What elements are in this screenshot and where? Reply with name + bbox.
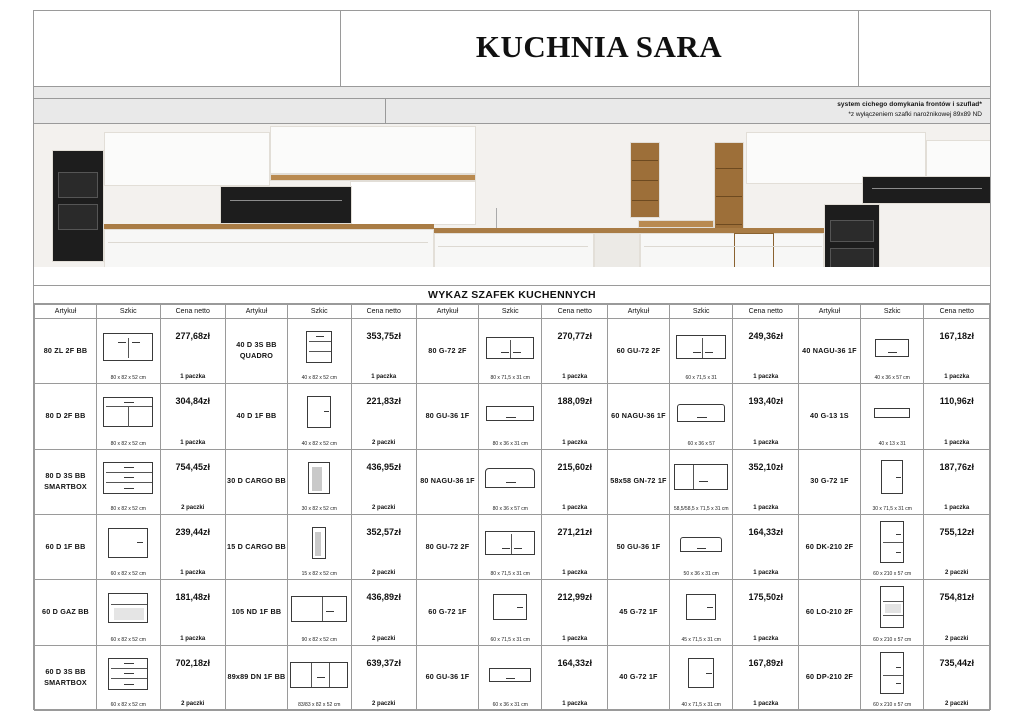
- cell-price: [542, 449, 607, 514]
- pack-count: 1 paczka: [180, 374, 206, 381]
- cell-sketch: [96, 580, 160, 645]
- cell-price: [351, 645, 416, 710]
- pack-count: 1 paczka: [753, 701, 779, 707]
- pack-count: 2 paczki: [372, 635, 396, 642]
- cell-article: 45 G-72 1F: [607, 580, 669, 645]
- cell-sketch: [287, 645, 351, 710]
- cell-sketch: [860, 580, 924, 645]
- price-value: 353,75zł: [366, 331, 401, 341]
- cell-article: 58x58 GN-72 1F: [607, 449, 669, 514]
- pack-count: 1 paczka: [753, 374, 779, 381]
- cell-article: 60 GU-72 2F: [607, 319, 669, 384]
- cabinet-dimensions: 90 x 82 x 52 cm: [301, 636, 337, 643]
- pack-count: 1 paczka: [180, 570, 206, 577]
- pack-count: 1 paczka: [562, 504, 588, 511]
- cabinet-icon-hood-cab: [677, 404, 725, 422]
- cell-sketch: [860, 449, 924, 514]
- photo-base-line-2: [438, 246, 588, 247]
- cell-price: [924, 514, 990, 579]
- photo-oven-1: [58, 172, 98, 198]
- cell-price: [924, 384, 990, 449]
- cell-price: [733, 319, 798, 384]
- cell-article: 60 DK-210 2F: [798, 514, 860, 579]
- cabinet-icon-cargo-15: [312, 527, 326, 559]
- cabinet-dimensions: 45 x 71,5 x 31 cm: [681, 636, 721, 643]
- cabinet-dimensions: 80 x 82 x 52 cm: [110, 375, 146, 382]
- photo-shelf-line-3: [632, 200, 658, 201]
- cabinet-dimensions: 80 x 82 x 52 cm: [110, 440, 146, 447]
- cell-sketch: [287, 449, 351, 514]
- price-value: 271,21zł: [557, 526, 592, 537]
- cell-price: [924, 449, 990, 514]
- section-title: WYKAZ SZAFEK KUCHENNYCH: [34, 286, 990, 304]
- cell-article: 60 LO-210 2F: [798, 580, 860, 645]
- cabinet-dimensions: 60 x 82 x 52 cm: [110, 636, 146, 643]
- photo-right-hood-line: [872, 188, 982, 189]
- cell-sketch: [96, 514, 160, 579]
- price-value: 212,99zł: [557, 592, 592, 603]
- pack-count: 2 paczki: [945, 701, 969, 707]
- catalog-table-wrapper: [34, 304, 990, 711]
- cell-article: 50 GU-36 1F: [607, 514, 669, 579]
- cabinet-dimensions: 60 x 71,5 x 31 cm: [490, 636, 530, 643]
- table-row: [35, 384, 990, 449]
- cabinet-dimensions: 60 x 82 x 52 cm: [110, 702, 146, 708]
- header-note-left: [34, 99, 386, 123]
- cabinet-dimensions: 40 x 82 x 52 cm: [301, 375, 337, 382]
- table-row: [35, 514, 990, 579]
- cell-article: 60 D 1F BB: [35, 514, 97, 579]
- price-value: 754,81zł: [939, 592, 974, 603]
- catalog-sheet: [33, 10, 991, 710]
- cell-sketch: [860, 645, 924, 710]
- header-note-right: [386, 99, 990, 123]
- price-value: 221,83zł: [366, 396, 401, 407]
- pack-count: 1 paczka: [562, 635, 588, 642]
- th-sketch-1: Szkic: [96, 305, 160, 319]
- pack-count: 1 paczka: [180, 635, 206, 642]
- table-row: [35, 449, 990, 514]
- th-price-1: Cena netto: [160, 305, 225, 319]
- table-row: [35, 645, 990, 710]
- cell-price: [160, 514, 225, 579]
- cabinet-dimensions: 80 x 71,5 x 31 cm: [490, 571, 530, 578]
- header-title-block: [34, 11, 990, 87]
- cell-price: [351, 449, 416, 514]
- th-article-3: Artykuł: [416, 305, 478, 319]
- price-value: 215,60zł: [557, 461, 592, 472]
- table-header-row: [35, 305, 990, 319]
- pack-count: 1 paczka: [562, 701, 588, 707]
- cell-sketch: [669, 384, 733, 449]
- pack-count: 2 paczki: [372, 439, 396, 446]
- cell-price: [160, 580, 225, 645]
- cell-sketch: [669, 449, 733, 514]
- cabinet-dimensions: 80 x 82 x 52 cm: [110, 505, 146, 512]
- cell-price: [542, 514, 607, 579]
- cabinet-dimensions: 83/83 x 82 x 52 cm: [298, 702, 341, 708]
- cell-price: [351, 384, 416, 449]
- cabinet-icon-narrow-3drawer: [306, 331, 332, 363]
- cabinet-icon-base-3drawer: [108, 658, 148, 690]
- price-value: 175,50zł: [748, 592, 783, 603]
- cell-article: 80 D 2F BB: [35, 384, 97, 449]
- photo-hob-panel: [220, 186, 352, 224]
- cell-article: 40 NAGU-36 1F: [798, 319, 860, 384]
- note-line-2: *z wyłączeniem szafki narożnikowej 89x89 ND: [848, 111, 982, 118]
- cabinet-icon-wall-1door-narrow: [881, 460, 903, 494]
- price-value: 352,57zł: [366, 526, 401, 537]
- photo-wood-shelf-b: [638, 220, 714, 228]
- header-divider-right: [858, 11, 859, 86]
- cell-price: [160, 449, 225, 514]
- cell-price: [542, 319, 607, 384]
- photo-faucet: [496, 208, 497, 228]
- cell-article: 60 D 3S BB SMARTBOX: [35, 645, 97, 710]
- price-value: 754,45zł: [175, 461, 211, 472]
- cell-price: [160, 319, 225, 384]
- cabinet-icon-narrow-1door: [307, 396, 331, 428]
- pack-count: 1 paczka: [371, 374, 397, 381]
- cabinet-icon-wall-corner: [674, 464, 728, 490]
- price-value: 249,36zł: [748, 331, 783, 341]
- price-value: 193,40zł: [748, 396, 783, 407]
- th-article-1: Artykuł: [35, 305, 97, 319]
- cabinet-icon-base-2door-drawer: [103, 397, 153, 427]
- cell-sketch: [478, 449, 542, 514]
- photo-wood-shelf-a: [270, 174, 476, 181]
- cabinet-icon-cargo-30: [308, 462, 330, 494]
- pack-count: 2 paczki: [372, 701, 396, 707]
- photo-base-line-1: [108, 242, 428, 243]
- cell-price: [542, 645, 607, 710]
- cabinet-dimensions: 40 x 71,5 x 31 cm: [681, 702, 721, 708]
- cell-article: 40 G-72 1F: [607, 645, 669, 710]
- photo-right-oven-1: [830, 220, 874, 242]
- cabinet-dimensions: 50 x 36 x 31 cm: [683, 571, 719, 578]
- pack-count: 2 paczki: [945, 635, 969, 642]
- th-sketch-2: Szkic: [287, 305, 351, 319]
- cabinet-icon-wall-shelf: [874, 408, 910, 418]
- price-value: 352,10zł: [748, 461, 783, 472]
- photo-shelf-line-5: [716, 196, 742, 197]
- pack-count: 2 paczki: [945, 570, 969, 577]
- price-value: 270,77zł: [557, 331, 592, 341]
- cell-price: [351, 580, 416, 645]
- cabinet-dimensions: 60 x 210 x 57 cm: [873, 702, 912, 708]
- cabinet-dimensions: 60 x 82 x 52 cm: [110, 571, 146, 578]
- cell-sketch: [669, 514, 733, 579]
- cell-article: 40 D 3S BB QUADRO: [225, 319, 287, 384]
- pack-count: 1 paczka: [944, 504, 970, 511]
- th-price-3: Cena netto: [542, 305, 607, 319]
- th-sketch-5: Szkic: [860, 305, 924, 319]
- cabinet-icon-tall-pantry: [880, 652, 904, 694]
- cabinet-icon-tall-oven: [880, 586, 904, 628]
- cell-sketch: [478, 384, 542, 449]
- cell-article: 80 D 3S BB SMARTBOX: [35, 449, 97, 514]
- cell-article: 60 G-72 1F: [416, 580, 478, 645]
- pack-count: 1 paczka: [753, 570, 779, 577]
- cabinet-icon-corner-l: [290, 662, 348, 688]
- price-value: 436,89zł: [366, 592, 401, 603]
- cell-article: 89x89 DN 1F BB: [225, 645, 287, 710]
- catalog-table: [34, 304, 990, 711]
- cabinet-icon-wall-2door-up: [485, 531, 535, 555]
- cell-price: [924, 319, 990, 384]
- cell-sketch: [669, 580, 733, 645]
- price-value: 188,09zł: [557, 396, 592, 407]
- cell-article: 40 G-13 1S: [798, 384, 860, 449]
- cabinet-dimensions: 40 x 82 x 52 cm: [301, 440, 337, 447]
- cabinet-icon-hood-cab: [485, 468, 535, 488]
- cabinet-icon-corner-base: [291, 596, 347, 622]
- price-value: 164,33zł: [557, 657, 592, 668]
- cabinet-dimensions: 60 x 210 x 57 cm: [873, 636, 912, 643]
- cell-article: 60 DP-210 2F: [798, 645, 860, 710]
- price-value: 239,44zł: [175, 526, 211, 537]
- cell-article: 15 D CARGO BB: [225, 514, 287, 579]
- cell-sketch: [96, 645, 160, 710]
- cabinet-icon-base-oven: [108, 593, 148, 623]
- price-value: 167,18zł: [939, 331, 974, 341]
- cell-article: 80 G-72 2F: [416, 319, 478, 384]
- cabinet-dimensions: 80 x 71,5 x 31 cm: [490, 375, 530, 382]
- cabinet-dimensions: 40 x 13 x 31: [878, 440, 906, 447]
- cell-sketch: [287, 384, 351, 449]
- th-sketch-4: Szkic: [669, 305, 733, 319]
- pack-count: 2 paczki: [181, 504, 205, 511]
- cabinet-dimensions: 60 x 36 x 57: [687, 440, 715, 447]
- kitchen-photo: [34, 124, 990, 286]
- cell-price: [542, 580, 607, 645]
- price-value: 277,68zł: [175, 331, 211, 341]
- cabinet-dimensions: 60 x 210 x 57 cm: [873, 571, 912, 578]
- header-note-block: [34, 99, 990, 124]
- cabinet-dimensions: 80 x 36 x 31 cm: [492, 440, 528, 447]
- cell-article: 60 GU-36 1F: [416, 645, 478, 710]
- th-price-5: Cena netto: [924, 305, 990, 319]
- pack-count: 2 paczki: [372, 570, 396, 577]
- cell-sketch: [860, 319, 924, 384]
- cabinet-icon-base-1door: [108, 528, 148, 558]
- price-value: 735,44zł: [939, 657, 974, 668]
- cabinet-dimensions: 80 x 36 x 57 cm: [492, 505, 528, 512]
- cell-price: [733, 645, 798, 710]
- cell-article: 80 GU-36 1F: [416, 384, 478, 449]
- cabinet-dimensions: 30 x 71,5 x 31 cm: [872, 505, 912, 512]
- cabinet-icon-base-2door: [103, 333, 153, 361]
- page-title: KUCHNIA SARA: [475, 29, 723, 64]
- cell-price: [924, 580, 990, 645]
- cabinet-icon-wall-lift: [486, 406, 534, 421]
- pack-count: 2 paczki: [372, 504, 396, 511]
- cell-sketch: [96, 384, 160, 449]
- photo-floor: [34, 267, 990, 285]
- cell-sketch: [669, 645, 733, 710]
- price-value: 164,33zł: [748, 526, 783, 537]
- cabinet-icon-wall-lift-small: [489, 668, 531, 682]
- table-row: [35, 319, 990, 384]
- price-value: 304,84zł: [175, 396, 211, 407]
- pack-count: 1 paczka: [562, 374, 588, 381]
- cell-sketch: [669, 319, 733, 384]
- cell-sketch: [860, 384, 924, 449]
- price-value: 639,37zł: [366, 657, 401, 668]
- cabinet-icon-wall-1door: [686, 594, 716, 620]
- cell-price: [542, 384, 607, 449]
- cell-price: [733, 580, 798, 645]
- cabinet-icon-wall-1door-narrow: [688, 658, 714, 688]
- th-price-2: Cena netto: [351, 305, 416, 319]
- price-value: 110,96zł: [939, 396, 974, 407]
- cell-price: [924, 645, 990, 710]
- pack-count: 1 paczka: [753, 439, 779, 446]
- price-value: 167,89zł: [748, 657, 783, 668]
- cell-article: 80 GU-72 2F: [416, 514, 478, 579]
- pack-count: 1 paczka: [944, 439, 970, 446]
- cell-sketch: [478, 580, 542, 645]
- cell-sketch: [478, 319, 542, 384]
- photo-upper-mid-a: [270, 126, 476, 174]
- photo-upper-left: [104, 132, 270, 186]
- th-article-5: Artykuł: [798, 305, 860, 319]
- pack-count: 1 paczka: [562, 570, 588, 577]
- header-strip: [34, 87, 990, 99]
- cell-price: [351, 319, 416, 384]
- cabinet-dimensions: 15 x 82 x 52 cm: [301, 571, 337, 578]
- th-article-2: Artykuł: [225, 305, 287, 319]
- pack-count: 2 paczki: [181, 701, 205, 707]
- photo-shelf-line-4: [716, 168, 742, 169]
- photo-upper-mid-b: [350, 181, 476, 225]
- price-value: 755,12zł: [939, 526, 974, 537]
- cabinet-icon-tall-2door: [880, 521, 904, 563]
- catalog-table-body: [35, 319, 990, 711]
- th-article-4: Artykuł: [607, 305, 669, 319]
- cell-article: 30 D CARGO BB: [225, 449, 287, 514]
- cell-sketch: [287, 514, 351, 579]
- photo-shelf-line-6: [716, 224, 742, 225]
- cell-sketch: [96, 449, 160, 514]
- price-value: 436,95zł: [366, 461, 401, 472]
- photo-base-left: [104, 229, 434, 271]
- photo-shelf-line-2: [632, 180, 658, 181]
- price-value: 702,18zł: [175, 657, 211, 668]
- pack-count: 1 paczka: [180, 439, 206, 446]
- photo-right-hood: [862, 176, 990, 204]
- cabinet-icon-hood-cab-narrow: [875, 339, 909, 357]
- cell-article: 105 ND 1F BB: [225, 580, 287, 645]
- photo-base-line-3: [644, 246, 822, 247]
- pack-count: 1 paczka: [753, 504, 779, 511]
- cell-sketch: [478, 645, 542, 710]
- cell-price: [733, 514, 798, 579]
- cabinet-icon-wall-2door: [486, 337, 534, 359]
- cell-price: [733, 384, 798, 449]
- cell-sketch: [478, 514, 542, 579]
- pack-count: 1 paczka: [944, 374, 970, 381]
- cabinet-icon-wall-lift-small: [680, 537, 722, 552]
- price-value: 181,48zł: [175, 592, 211, 603]
- cell-price: [351, 514, 416, 579]
- cabinet-icon-base-3drawer: [103, 462, 153, 494]
- cell-price: [160, 645, 225, 710]
- cabinet-dimensions: 58,5/58,5 x 71,5 x 31 cm: [673, 505, 729, 512]
- cell-article: 30 G-72 1F: [798, 449, 860, 514]
- photo-hob-line: [230, 200, 342, 201]
- cell-article: 60 NAGU-36 1F: [607, 384, 669, 449]
- cell-sketch: [96, 319, 160, 384]
- th-price-4: Cena netto: [733, 305, 798, 319]
- table-row: [35, 580, 990, 645]
- cell-article: 80 ZL 2F BB: [35, 319, 97, 384]
- photo-shelf-line-1: [632, 160, 658, 161]
- cabinet-icon-wall-2door-up: [676, 335, 726, 359]
- th-sketch-3: Szkic: [478, 305, 542, 319]
- cabinet-dimensions: 30 x 82 x 52 cm: [301, 505, 337, 512]
- cell-article: 80 NAGU-36 1F: [416, 449, 478, 514]
- photo-oven-2: [58, 204, 98, 230]
- cell-article: 60 D GAZ BB: [35, 580, 97, 645]
- note-line-1: system cichego domykania frontów i szuflad*: [837, 101, 982, 108]
- cabinet-dimensions: 60 x 71,5 x 31: [685, 375, 717, 382]
- cell-sketch: [287, 319, 351, 384]
- cell-sketch: [287, 580, 351, 645]
- cabinet-icon-wall-1door: [493, 594, 527, 620]
- cell-price: [733, 449, 798, 514]
- pack-count: 1 paczka: [562, 439, 588, 446]
- cabinet-dimensions: 60 x 36 x 31 cm: [492, 702, 528, 708]
- cell-price: [160, 384, 225, 449]
- pack-count: 1 paczka: [753, 635, 779, 642]
- price-value: 187,76zł: [939, 461, 974, 472]
- cell-sketch: [860, 514, 924, 579]
- cabinet-dimensions: 40 x 36 x 57 cm: [874, 375, 910, 382]
- cell-article: 40 D 1F BB: [225, 384, 287, 449]
